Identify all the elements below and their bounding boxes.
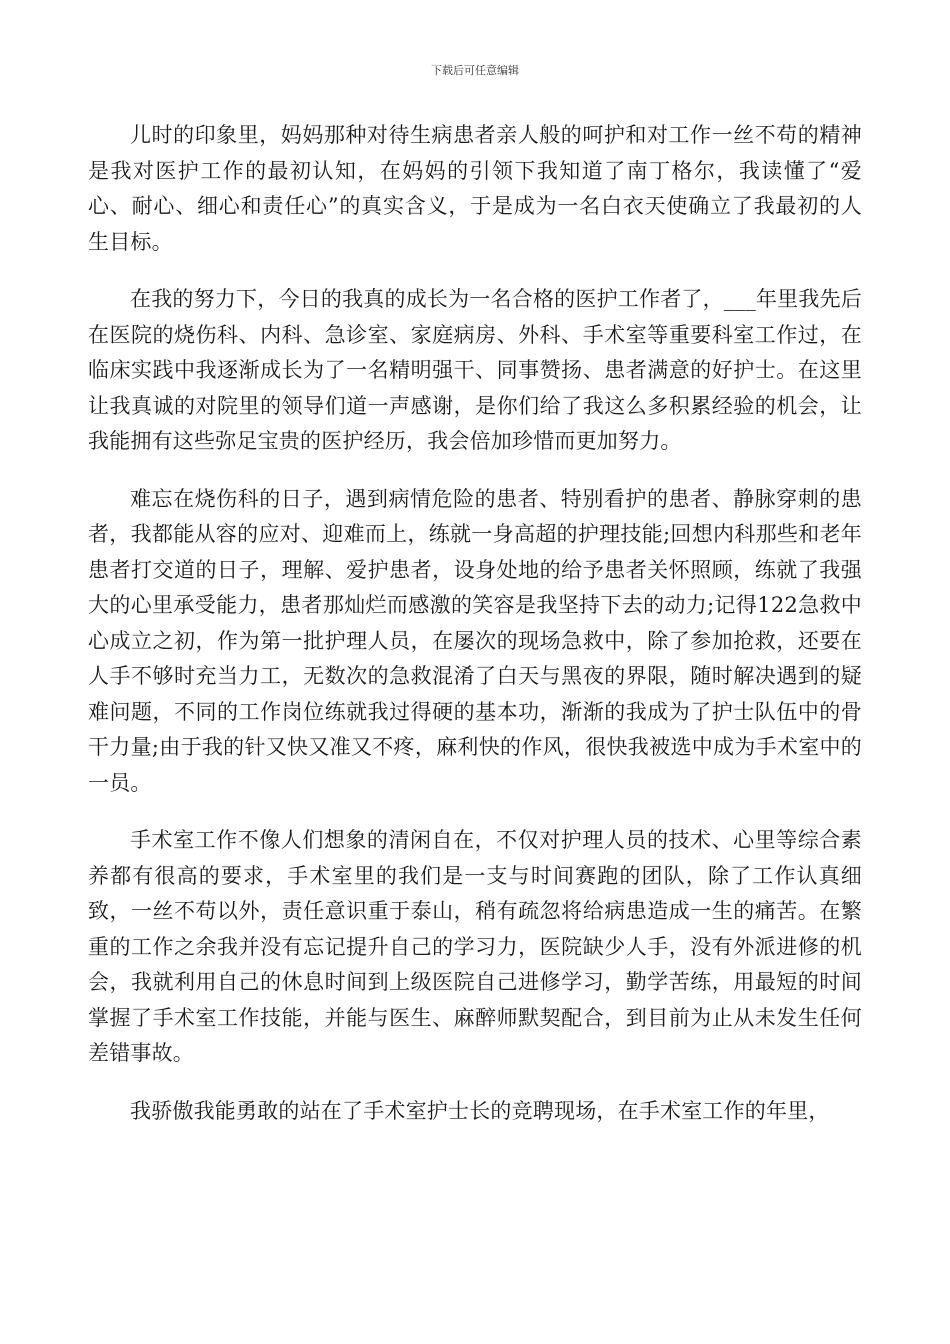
paragraph-3: 难忘在烧伤科的日子，遇到病情危险的患者、特别看护的患者、静脉穿刺的患者，我都能从容的应对、迎难而上，练就一身高超的护理技能;回想内科那些和老年患者打交道的日子，理解、爱护患者，设身处地的给予患者关怀照顾，练就了我强大的心里承受能力，患者那灿烂而感激的笑容是我坚持下去的动力;记得122急救中心成立之初，作为第一批护理人员，在屡次的现场急救中，除了参加抢救，还要在人手不够时充当力工，无数次的急救混淆了白天与黑夜的界限，随时解决遇到的疑难问题，不同的工作岗位练就我过得硬的基本功，渐渐的我成为了护士队伍中的骨干力量;由于我的针又快又准又不疼，麻利快的作风，很快我被选中成为手术室中的一员。 [88, 486, 862, 795]
paragraph-5: 我骄傲我能勇敢的站在了手术室护士长的竞聘现场，在手术室工作的年里， [130, 1098, 830, 1123]
document-body [88, 118, 862, 1151]
paragraph-2: 在我的努力下，今日的我真的成长为一名合格的医护工作者了，___年里我先后在医院的烧伤科、内科、急诊室、家庭病房、外科、手术室等重要科室工作过，在临床实践中我逐渐成长为了一名精明强干、同事赞扬、患者满意的好护士。在这里让我真诚的对院里的领导们道一声感谢，是你们给了我这么多积累经验的机会，让我能拥有这些弥足宝贵的医护经历，我会倍加珍惜而更加努力。 [88, 287, 862, 453]
page-header: 下载后可任意编辑 [431, 64, 519, 77]
paragraph-4: 手术室工作不像人们想象的清闲自在，不仅对护理人员的技术、心里等综合素养都有很高的要求，手术室里的我们是一支与时间赛跑的团队，除了工作认真细致，一丝不苟以外，责任意识重于泰山，稍有疏忽将给病患造成一生的痛苦。在繁重的工作之余我并没有忘记提升自己的学习力，医院缺少人手，没有外派进修的机会，我就利用自己的休息时间到上级医院自己进修学习，勤学苦练，用最短的时间掌握了手术室工作技能，并能与医生、麻醉师默契配合，到目前为止从未发生任何差错事故。 [88, 828, 862, 1065]
paragraph-1: 儿时的印象里，妈妈那种对待生病患者亲人般的呵护和对工作一丝不苟的精神是我对医护工作的最初认知，在妈妈的引领下我知道了南丁格尔，我读懂了“爱心、耐心、细心和责任心”的真实含义，于是成为一名白衣天使确立了我最初的人生目标。 [88, 123, 862, 254]
